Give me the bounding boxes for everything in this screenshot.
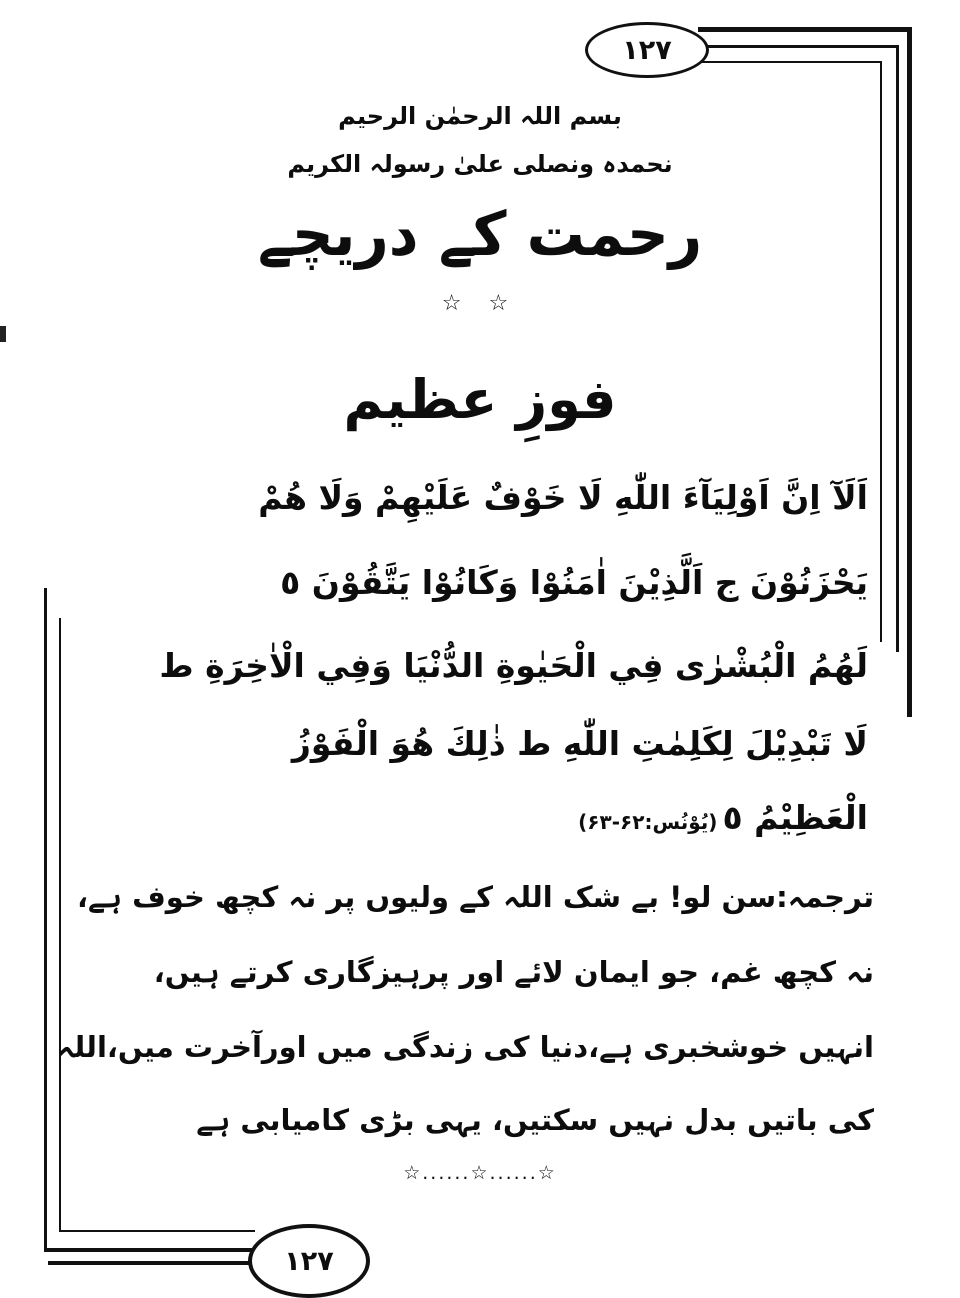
border-right-line-middle <box>896 45 899 652</box>
bismillah-line: بسم اللہ الرحمٰن الرحیم <box>338 102 622 130</box>
scan-artifact <box>0 326 6 342</box>
translation-line-2: نہ کچھ غم، جو ایمان لائے اور پرہیزگاری کرتے ہیں، <box>153 955 874 989</box>
page-number-oval-bottom <box>248 1224 370 1298</box>
border-bottom-line-middle <box>44 1248 255 1252</box>
border-top-line-outer <box>698 27 912 32</box>
border-left-line-inner <box>59 618 61 1232</box>
verse-line-3: لَهُمُ الْبُشْرٰى فِي الْحَيٰوةِ الدُّنْيَا وَفِي الْاٰخِرَةِ ط <box>159 646 868 685</box>
verse-line-1: اَلَآ اِنَّ اَوْلِيَآءَ اللّٰهِ لَا خَوْفٌ عَلَيْهِمْ وَلَا هُمْ <box>258 478 868 517</box>
page-number-top: ۱۲۷ <box>622 34 672 66</box>
verse-reference: (یُوْنُس:۶۲-۶۳) <box>578 810 718 834</box>
translation-line-3: انہیں خوشخبری ہے،دنیا کی زندگی میں اورآخرت میں،اللہ <box>57 1030 874 1064</box>
book-title: رحمت کے دریچے <box>257 198 703 270</box>
translation-line-4: کی باتیں بدل نہیں سکتیں، یہی بڑی کامیابی ہے <box>196 1103 874 1137</box>
verse-last-line <box>88 798 868 837</box>
border-top-line-inner <box>700 61 882 63</box>
border-left-line-outer <box>44 588 47 1252</box>
title-stars: ☆ ☆ <box>441 291 519 316</box>
translation-line-1: ترجمہ:سن لو! بے شک اللہ کے ولیوں پر نہ کچھ خوف ہے، <box>77 880 874 914</box>
page-number-oval-top <box>585 22 709 78</box>
section-heading: فوزِ عظیم <box>343 368 617 431</box>
border-top-line-middle <box>700 45 899 48</box>
verse-last-word: الْعَظِيْمُ ٥ <box>722 798 868 837</box>
footer-stars: ☆......☆......☆ <box>403 1162 557 1184</box>
border-bottom-line-outer <box>48 1261 255 1265</box>
border-right-line-inner <box>880 61 882 642</box>
border-bottom-line-inner <box>59 1230 255 1232</box>
verse-line-2: يَحْزَنُوْنَ ج اَلَّذِيْنَ اٰمَنُوْا وَكَانُوْا يَتَّقُوْنَ ٥ <box>280 563 868 602</box>
verse-line-4: لَا تَبْدِيْلَ لِكَلِمٰتِ اللّٰهِ ط ذٰلِكَ هُوَ الْفَوْزُ <box>291 724 868 763</box>
page-number-bottom: ۱۲۷ <box>284 1245 334 1277</box>
hamd-line: نحمدہ ونصلی علیٰ رسولہ الکریم <box>287 150 673 178</box>
